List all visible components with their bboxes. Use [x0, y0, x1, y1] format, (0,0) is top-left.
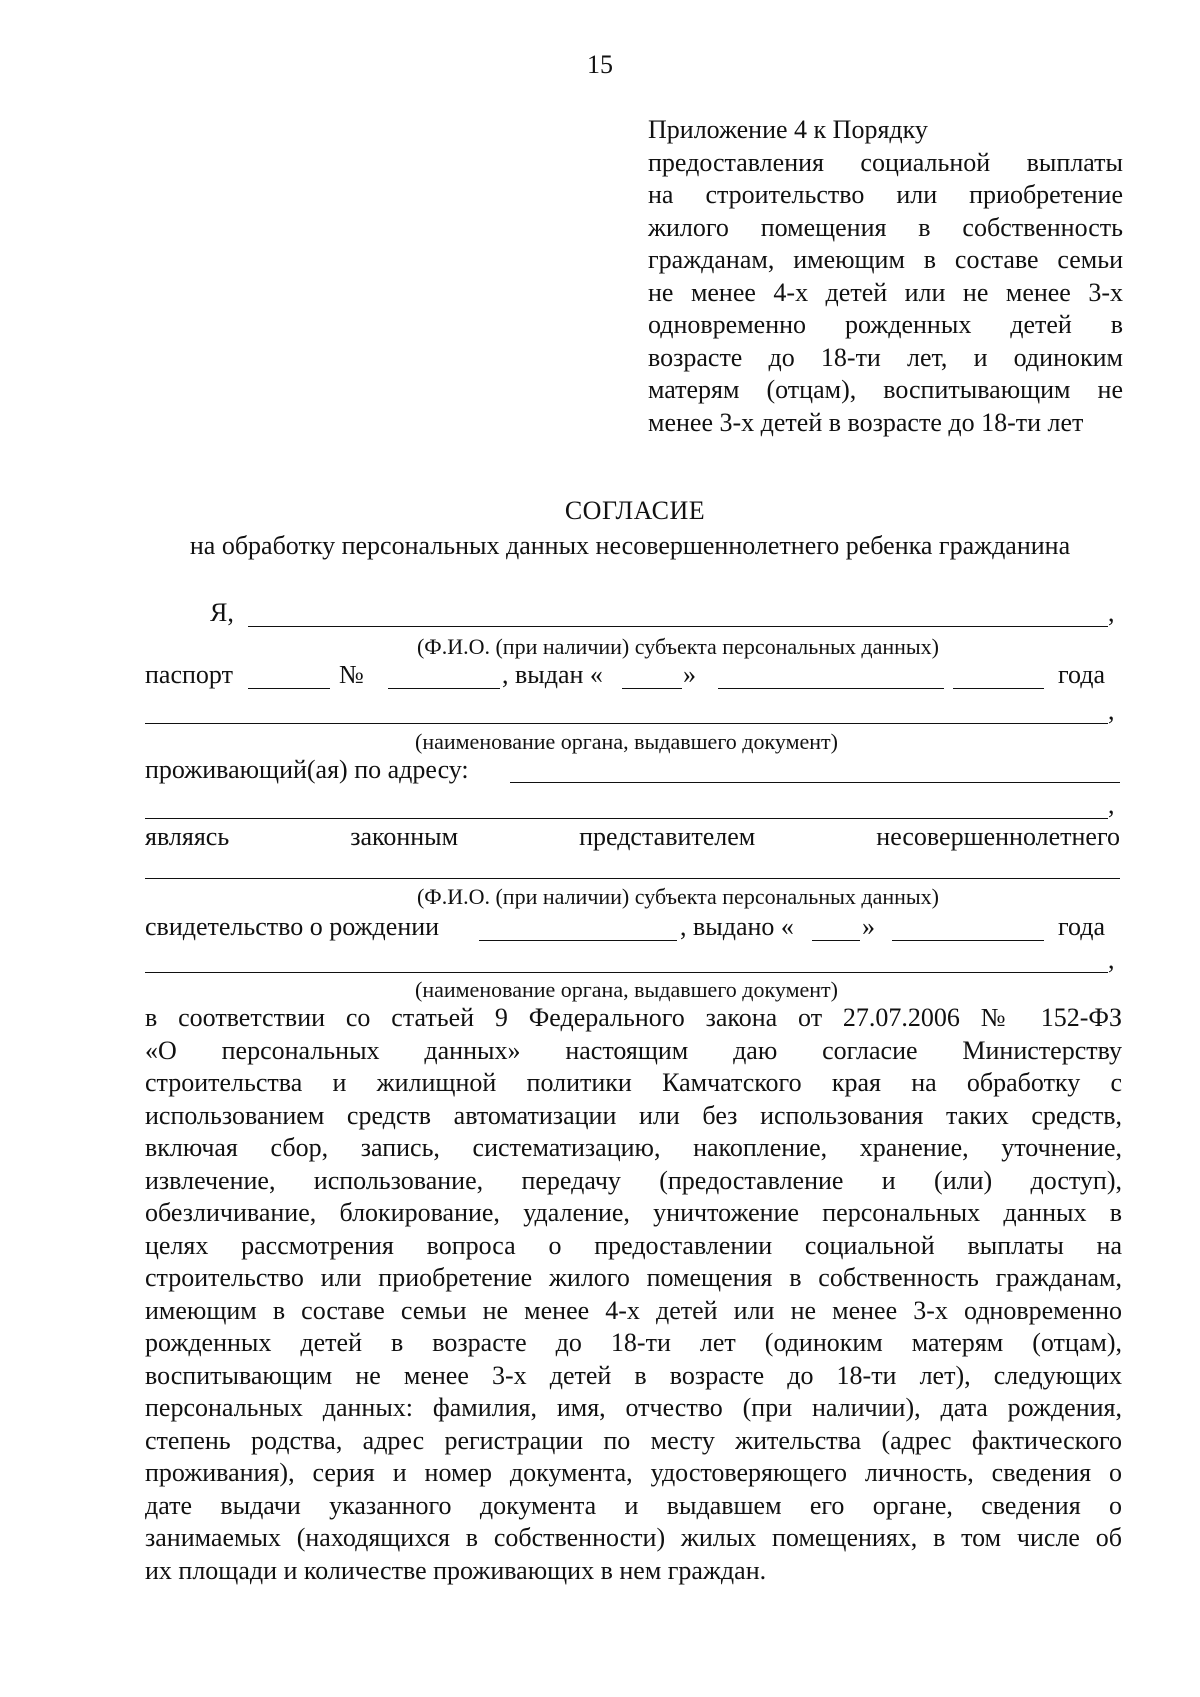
paragraph-line: степень родства, адрес регистрации по месту жительства (адрес фактического: [145, 1425, 1122, 1455]
certificate-issue-day-field[interactable]: [812, 940, 860, 941]
close-quote: »: [683, 660, 696, 689]
paragraph-line: рожденных детей в возрасте до 18-ти лет (одиноким матерям (отцам),: [145, 1328, 1122, 1357]
address-label: проживающий(ая) по адресу:: [145, 755, 469, 784]
passport-series-field[interactable]: [248, 688, 330, 689]
comma: ,: [1108, 790, 1115, 819]
paragraph-line: строительства и жилищной политики Камчатского края на обработку с: [145, 1068, 1122, 1097]
address-field-continued[interactable]: [145, 818, 1108, 819]
representative-word: законным: [350, 822, 459, 851]
number-sign: №: [339, 660, 364, 689]
appendix-line: возрасте до 18-ти лет, и одиноким: [648, 342, 1123, 372]
fio-field[interactable]: [248, 626, 1108, 627]
appendix-line: одновременно рожденных детей в: [648, 310, 1123, 339]
i-label: Я,: [210, 598, 234, 627]
appendix-line: менее 3-х детей в возрасте до 18-ти лет: [648, 407, 1084, 437]
passport-number-field[interactable]: [388, 688, 500, 689]
paragraph-line: проживания), серия и номер документа, удостоверяющего личность, сведения о: [145, 1458, 1122, 1487]
organ-hint: (наименование органа, выдавшего документ): [415, 729, 838, 754]
appendix-line: предоставления социальной выплаты: [648, 147, 1123, 177]
appendix-line: жилого помещения в собственность: [648, 212, 1123, 242]
comma: ,: [1108, 598, 1115, 627]
year-label: года: [1058, 912, 1106, 941]
appendix-line: не менее 4-х детей или не менее 3-х: [648, 277, 1123, 307]
appendix-reference: [648, 114, 1123, 439]
page-number: 15: [587, 50, 613, 79]
representative-word: несовершеннолетнего: [876, 822, 1120, 851]
paragraph-line: включая сбор, запись, систематизацию, накопление, хранение, уточнение,: [145, 1133, 1122, 1162]
issued-f-label: , выдано «: [680, 912, 794, 941]
birth-certificate-label: свидетельство о рождении: [145, 912, 440, 941]
year-label: года: [1058, 660, 1106, 689]
paragraph-line: персональных данных: фамилия, имя, отчество (при наличии), дата рождения,: [145, 1393, 1122, 1422]
appendix-line: гражданам, имеющим в составе семьи: [648, 245, 1123, 274]
appendix-line: на строительство или приобретение: [648, 180, 1123, 209]
close-quote: »: [862, 912, 875, 941]
paragraph-line: «О персональных данных» настоящим даю согласие Министерству: [145, 1035, 1122, 1065]
passport-issue-month-field[interactable]: [718, 688, 944, 689]
representative-word: являясь: [145, 822, 230, 851]
representative-word: представителем: [579, 822, 756, 851]
paragraph-line: воспитывающим не менее 3-х детей в возрасте до 18-ти лет), следующих: [145, 1360, 1122, 1390]
representative-row: [145, 822, 1120, 852]
consent-paragraph: [145, 1002, 1122, 1587]
document-title: СОГЛАСИЕ: [564, 496, 706, 525]
passport-label: паспорт: [145, 660, 233, 689]
child-fio-hint: (Ф.И.О. (при наличии) субъекта персональных данных): [416, 884, 939, 909]
address-field[interactable]: [510, 782, 1120, 783]
appendix-line: Приложение 4 к Порядку: [648, 115, 928, 144]
paragraph-line: имеющим в составе семьи не менее 4-х детей или не менее 3-х одновременно: [145, 1295, 1122, 1325]
birth-certificate-number-field[interactable]: [479, 940, 677, 941]
passport-issue-year-field[interactable]: [953, 688, 1044, 689]
comma: ,: [1108, 945, 1115, 974]
paragraph-line: занимаемых (находящихся в собственности) жилых помещениях, в том числе об: [145, 1523, 1122, 1552]
paragraph-line: в соответствии со статьей 9 Федерального закона от 27.07.2006 № 152-ФЗ: [145, 1003, 1122, 1032]
certificate-issue-date-field[interactable]: [892, 940, 1044, 941]
paragraph-line: строительство или приобретение жилого помещения в собственность гражданам,: [145, 1263, 1122, 1292]
appendix-line: матерям (отцам), воспитывающим не: [648, 375, 1123, 404]
paragraph-line: целях рассмотрения вопроса о предоставлении социальной выплаты на: [145, 1230, 1122, 1260]
organ-hint: (наименование органа, выдавшего документ): [415, 977, 838, 1002]
fio-hint: (Ф.И.О. (при наличии) субъекта персональных данных): [416, 634, 939, 659]
passport-organ-field[interactable]: [145, 723, 1108, 724]
paragraph-line: обезличивание, блокирование, удаление, уничтожение персональных данных в: [145, 1198, 1122, 1227]
paragraph-line: использованием средств автоматизации или без использования таких средств,: [145, 1100, 1122, 1130]
document-subtitle: на обработку персональных данных несовершеннолетнего ребенка гражданина: [189, 531, 1071, 560]
paragraph-line: извлечение, использование, передачу (предоставление и (или) доступ),: [145, 1165, 1122, 1195]
child-fio-field[interactable]: [145, 878, 1120, 879]
passport-issue-day-field[interactable]: [622, 688, 682, 689]
certificate-organ-field[interactable]: [145, 972, 1108, 973]
comma: ,: [1108, 696, 1115, 725]
paragraph-line: дате выдачи указанного документа и выдавшем его органе, сведения о: [145, 1490, 1122, 1520]
paragraph-line: их площади и количестве проживающих в нем граждан.: [145, 1555, 767, 1585]
issued-label: , выдан «: [502, 660, 603, 689]
